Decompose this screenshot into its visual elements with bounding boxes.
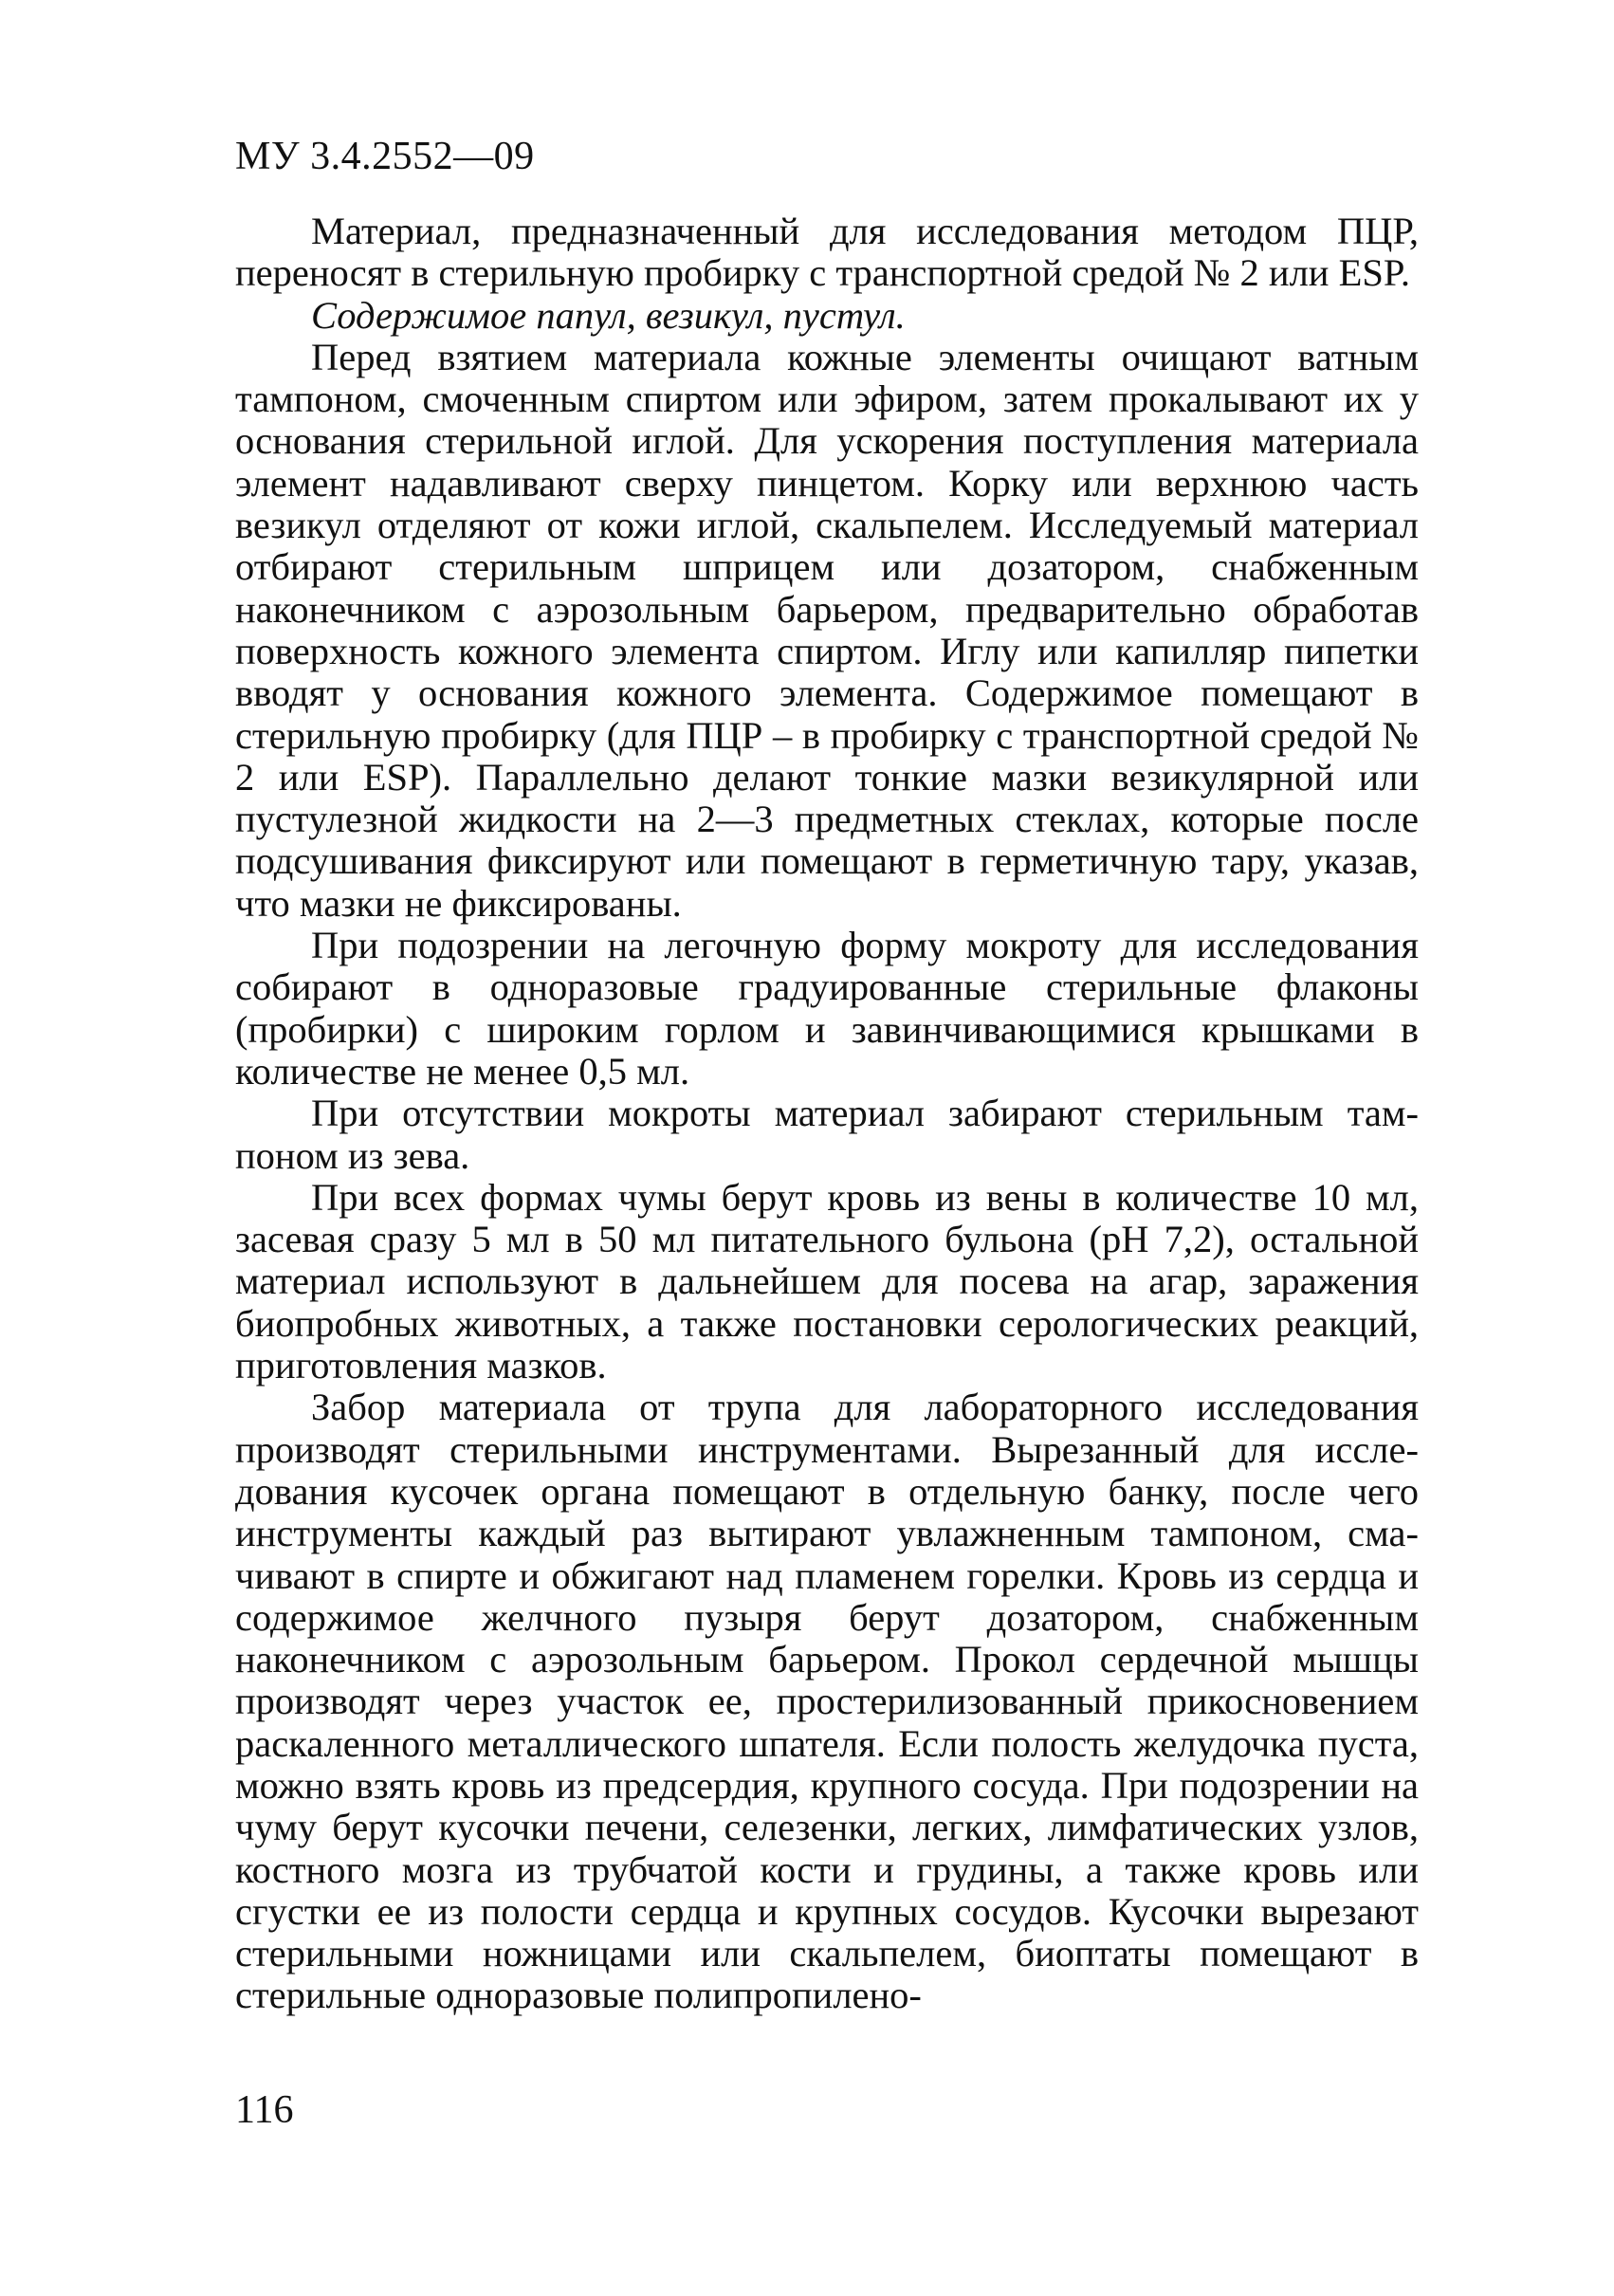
paragraph-sputum: При подозрении на легочную форму мокроту для исследования собирают в одноразовые градуированные стерильные флаконы (пробирки) с широким горлом и завинчивающимися крышками в количестве не менее 0,5 мл.	[235, 924, 1419, 1093]
paragraph-blood-sampling: При всех формах чумы берут кровь из вены в количестве 10 мл, засевая сразу 5 мл в 50 мл питательного бульона (pH 7,2), остальной материал используют в дальнейшем для посева на агар, заражения биопробных животных, а также постановки серологических реакций, приготовления мазков.	[235, 1175, 1419, 1387]
body-text	[235, 211, 1419, 2017]
paragraph-skin-elements: Перед взятием материала кожные элементы очищают ватным тампоном, смоченным спиртом или эфиром, затем прокалывают их у основания стерильной иглой. Для ускорения поступления материала элемент надавливают сверху пинцетом. Корку или верхнюю часть везикул отделяют от кожи иглой, скальпелем. Исследуемый материал отбирают стерильным шприцем или дозатором, снабженным наконечником с аэрозольным барьером, предварительно обработав поверхность кожного элемента спиртом. Иглу или капилляр пипетки вводят у основания кожного элемента. Содержимое помещают в стерильную пробирку (для ПЦР – в пробирку с транспортной средой № 2 или ESP). Параллельно делают тонкие мазки везикулярной или пустулезной жидкости на 2—3 предметных стеклах, которые после подсушивания фиксируют или помещают в герметичную тару, указав, что мазки не фиксированы.	[235, 335, 1419, 925]
paragraph-throat-swab: При отсутствии мокроты материал забирают стерильным тампоном из зева.	[235, 1092, 1419, 1177]
page-number: 116	[235, 2088, 294, 2132]
paragraph-pcr-material: Материал, предназначенный для исследования методом ПЦР, переносят в стерильную пробирку с транспортной средой № 2 или ESP.	[235, 210, 1419, 295]
paragraph-autopsy-material: Забор материала от трупа для лабораторного исследования производят стерильными инструментами. Вырезанный для исследования кусочек органа помещают в отдельную банку, после чего инструменты каждый раз вытирают увлажненным тампоном, смачивают в спирте и обжигают над пламенем горелки. Кровь из сердца и содержимое желчного пузыря берут дозатором, снабженным наконечником с аэрозольным барьером. Прокол сердечной мышцы производят через участок ее, простерилизованный прикосновением раскаленного металлического шпателя. Если полость желудочка пуста, можно взять кровь из предсердия, крупного сосуда. При подозрении на чуму берут кусочки печени, селезенки, легких, лимфатических узлов, костного мозга из трубчатой кости и грудины, а также кровь или сгустки ее из полости сердца и крупных сосудов. Кусочки вырезают стерильными ножницами или скальпелем, биоптаты помещают в стерильные одноразовые полипропилено-	[235, 1386, 1419, 2017]
section-subheading-papules: Содержимое папул, везикул, пустул.	[311, 293, 906, 337]
document-code-header: МУ 3.4.2552—09	[235, 135, 535, 178]
